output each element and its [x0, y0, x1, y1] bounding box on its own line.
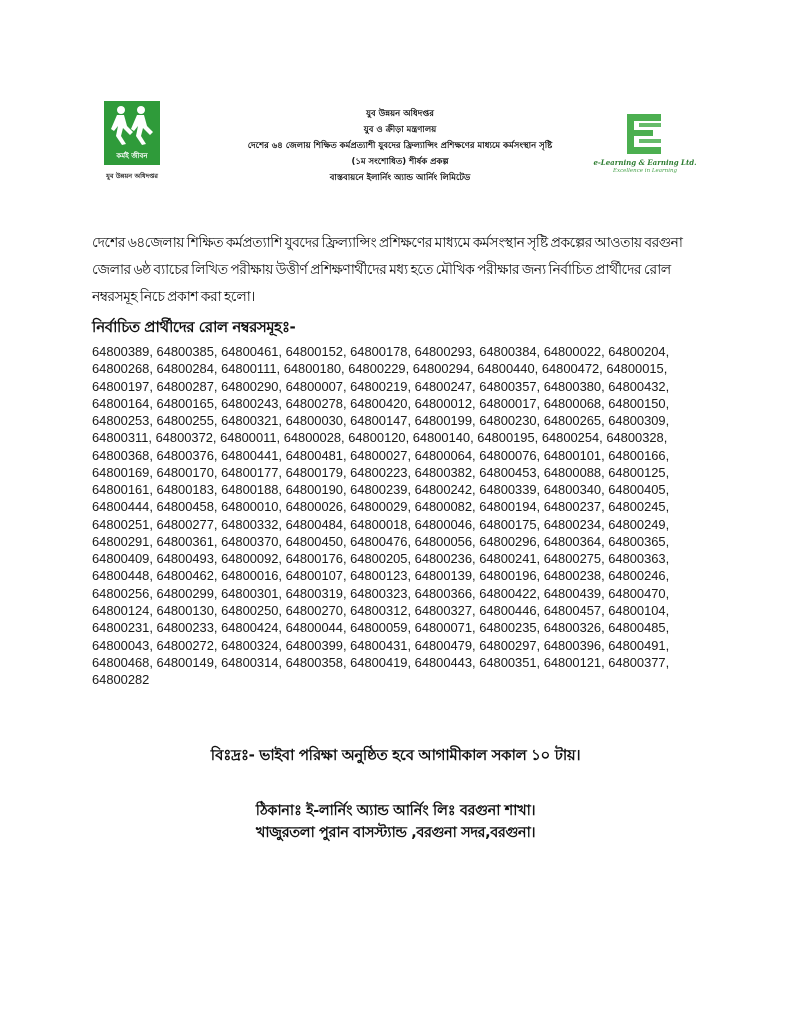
roll-number: 64800028,: [283, 430, 345, 446]
header-line-department: যুব উন্নয়ন অধিদপ্তর: [366, 109, 434, 119]
roll-line: [92, 516, 704, 533]
roll-number: 64800294,: [412, 361, 474, 377]
roll-number: 64800233,: [156, 620, 218, 636]
roll-number: 64800484,: [285, 516, 347, 532]
header-line-project-sub: (১ম সংশোধিত) শীর্ষক প্রকল্প: [351, 157, 449, 167]
roll-number: 64800011,: [220, 430, 281, 446]
roll-number: 64800385,: [156, 344, 218, 359]
roll-number: 64800043,: [92, 637, 153, 653]
roll-line: [92, 481, 704, 498]
left-logo-name: কর্মই জীবন: [116, 152, 148, 160]
ee-monogram-icon: [623, 112, 667, 156]
roll-number: 64800351,: [479, 654, 541, 670]
roll-number: 64800107,: [285, 568, 347, 584]
roll-number: 64800311,: [92, 430, 152, 446]
roll-number: 64800468,: [92, 654, 153, 670]
roll-number: 64800044,: [285, 620, 347, 636]
roll-number: 64800485,: [608, 620, 670, 636]
roll-number: 64800026,: [285, 499, 347, 515]
roll-number: 64800150,: [608, 395, 670, 411]
roll-number: 64800229,: [348, 361, 410, 377]
right-logo-tagline: Excellence in Learning: [612, 168, 678, 174]
roll-line: [92, 671, 704, 688]
address-line-branch: ঠিকানাঃ ই-লার্নিং অ্যান্ড আর্নিং লিঃ বরগুনা শাখা।: [255, 803, 536, 819]
roll-number: 64800199,: [414, 413, 476, 429]
roll-number: 64800124,: [92, 602, 153, 618]
roll-number: 64800312,: [350, 602, 412, 618]
header-line-ministry: যুব ও ক্রীড়া মন্ত্রণালয়: [363, 125, 437, 135]
roll-number: 64800432,: [608, 378, 670, 394]
roll-number: 64800125,: [608, 464, 670, 480]
roll-number: 64800130,: [156, 602, 218, 618]
roll-number: 64800291,: [92, 533, 153, 549]
roll-number: 64800297,: [479, 637, 541, 653]
roll-list-heading: নির্বাচিত প্রার্থীদের রোল নম্বরসমূহঃ-: [92, 318, 296, 336]
roll-line: [92, 637, 704, 654]
roll-number: 64800238,: [543, 568, 605, 584]
roll-number: 64800309,: [608, 413, 670, 429]
roll-number: 64800242,: [414, 482, 476, 498]
roll-number: 64800324,: [221, 637, 282, 653]
roll-number: 64800121,: [543, 654, 605, 670]
roll-number: 64800139,: [414, 568, 476, 584]
roll-line: [92, 654, 704, 671]
roll-number: 64800284,: [156, 361, 218, 377]
roll-number: 64800384,: [479, 344, 541, 359]
roll-number: 64800358,: [285, 654, 347, 670]
roll-number: 64800180,: [283, 361, 345, 377]
elearning-earning-logo: [590, 112, 700, 174]
roll-line: [92, 602, 704, 619]
roll-number: 64800176,: [285, 551, 347, 567]
roll-number: 64800389,: [92, 344, 153, 359]
roll-number: 64800457,: [543, 602, 605, 618]
roll-number: 64800278,: [285, 395, 347, 411]
roll-line: [92, 447, 704, 464]
roll-number: 64800290,: [221, 378, 282, 394]
roll-number: 64800364,: [543, 533, 605, 549]
roll-number: 64800007,: [285, 378, 347, 394]
roll-number: 64800147,: [350, 413, 412, 429]
roll-number: 64800111,: [221, 361, 281, 377]
roll-number: 64800071,: [414, 620, 476, 636]
roll-number: 64800399,: [285, 637, 347, 653]
roll-number: 64800277,: [156, 516, 218, 532]
running-people-icon: [107, 104, 157, 146]
roll-number: 64800068,: [543, 395, 605, 411]
roll-number: 64800088,: [543, 464, 605, 480]
roll-number: 64800010,: [221, 499, 282, 515]
roll-number: 64800194,: [479, 499, 541, 515]
roll-number: 64800255,: [156, 413, 218, 429]
roll-number: 64800205,: [350, 551, 412, 567]
roll-number: 64800326,: [543, 620, 605, 636]
roll-number: 64800361,: [156, 533, 218, 549]
roll-number: 64800446,: [479, 602, 541, 618]
roll-line: [92, 498, 704, 515]
roll-line: [92, 395, 704, 412]
roll-number: 64800366,: [414, 585, 476, 601]
roll-number: 64800092,: [221, 551, 282, 567]
roll-number: 64800328,: [606, 430, 668, 446]
roll-number: 64800236,: [414, 551, 476, 567]
roll-number: 64800183,: [156, 482, 218, 498]
youth-development-logo: [104, 101, 160, 182]
roll-number: 64800270,: [285, 602, 347, 618]
roll-number: 64800064,: [414, 447, 476, 463]
roll-line: [92, 550, 704, 567]
roll-line: [92, 585, 704, 602]
roll-number: 64800327,: [414, 602, 476, 618]
roll-number: 64800439,: [543, 585, 605, 601]
roll-number: 64800396,: [543, 637, 605, 653]
roll-number: 64800265,: [543, 413, 605, 429]
roll-number: 64800493,: [156, 551, 218, 567]
roll-number: 64800339,: [479, 482, 541, 498]
address-block: [0, 800, 791, 844]
roll-number: 64800246,: [608, 568, 670, 584]
roll-number: 64800190,: [285, 482, 347, 498]
roll-number: 64800405,: [608, 482, 670, 498]
roll-number: 64800453,: [479, 464, 541, 480]
roll-line: [92, 619, 704, 636]
roll-number: 64800253,: [92, 413, 153, 429]
roll-number: 64800030,: [285, 413, 347, 429]
roll-number: 64800179,: [285, 464, 347, 480]
roll-number: 64800424,: [221, 620, 282, 636]
roll-number: 64800440,: [477, 361, 539, 377]
header-title-block: [196, 106, 604, 186]
roll-line: [92, 343, 704, 360]
roll-line: [92, 360, 704, 377]
roll-number: 64800239,: [350, 482, 412, 498]
roll-line: [92, 378, 704, 395]
roll-number: 64800017,: [479, 395, 541, 411]
roll-number: 64800101,: [543, 447, 605, 463]
roll-number: 64800382,: [414, 464, 476, 480]
roll-number: 64800268,: [92, 361, 153, 377]
roll-number: 64800164,: [92, 395, 153, 411]
roll-number: 64800340,: [543, 482, 605, 498]
roll-number: 64800022,: [543, 344, 605, 359]
roll-number: 64800241,: [479, 551, 541, 567]
roll-number: 64800197,: [92, 378, 153, 394]
roll-number: 64800015,: [606, 361, 668, 377]
roll-number: 64800368,: [92, 447, 153, 463]
roll-number: 64800491,: [608, 637, 670, 653]
roll-number: 64800018,: [350, 516, 412, 532]
roll-number: 64800204,: [608, 344, 670, 359]
roll-number: 64800195,: [477, 430, 539, 446]
roll-number: 64800059,: [350, 620, 412, 636]
roll-number: 64800272,: [156, 637, 218, 653]
roll-number: 64800169,: [92, 464, 153, 480]
roll-number: 64800363,: [608, 551, 670, 567]
viva-note: বিঃদ্রঃ- ভাইবা পরিক্ষা অনুষ্ঠিত হবে আগামীকাল সকাল ১০ টায়।: [210, 746, 581, 764]
roll-number: 64800219,: [350, 378, 412, 394]
roll-number: 64800422,: [479, 585, 541, 601]
roll-number: 64800029,: [350, 499, 412, 515]
left-logo-caption: যুব উন্নয়ন অধিদপ্তর: [106, 172, 158, 180]
running-figures-emblem: [104, 101, 160, 165]
roll-number: 64800472,: [541, 361, 603, 377]
roll-number: 64800458,: [156, 499, 218, 515]
roll-number: 64800234,: [543, 516, 605, 532]
roll-number: 64800196,: [479, 568, 541, 584]
roll-number: 64800450,: [285, 533, 347, 549]
roll-number: 64800245,: [608, 499, 670, 515]
roll-number: 64800149,: [156, 654, 218, 670]
roll-line: [92, 429, 704, 446]
roll-number: 64800016,: [221, 568, 282, 584]
roll-number: 64800420,: [350, 395, 412, 411]
roll-number: 64800230,: [479, 413, 541, 429]
roll-number: 64800165,: [156, 395, 218, 411]
roll-number: 64800462,: [156, 568, 218, 584]
roll-number: 64800319,: [285, 585, 347, 601]
roll-number: 64800177,: [221, 464, 282, 480]
roll-number: 64800104,: [608, 602, 670, 618]
roll-number: 64800161,: [92, 482, 153, 498]
roll-number: 64800282: [92, 672, 150, 688]
roll-number: 64800448,: [92, 568, 153, 584]
roll-number: 64800409,: [92, 551, 153, 567]
roll-line: [92, 567, 704, 584]
roll-number: 64800082,: [414, 499, 476, 515]
roll-number: 64800444,: [92, 499, 153, 515]
roll-number: 64800223,: [350, 464, 412, 480]
roll-number: 64800046,: [414, 516, 476, 532]
roll-number: 64800479,: [414, 637, 476, 653]
roll-number: 64800299,: [156, 585, 218, 601]
roll-number: 64800178,: [350, 344, 412, 359]
roll-number: 64800175,: [479, 516, 541, 532]
roll-number: 64800380,: [543, 378, 605, 394]
roll-number: 64800431,: [350, 637, 412, 653]
right-logo-name: e-Learning & Earning Ltd.: [593, 158, 697, 167]
roll-number: 64800323,: [350, 585, 412, 601]
roll-line: [92, 464, 704, 481]
roll-number: 64800293,: [414, 344, 476, 359]
roll-number: 64800188,: [221, 482, 282, 498]
roll-line: [92, 412, 704, 429]
roll-number: 64800237,: [543, 499, 605, 515]
roll-number: 64800152,: [285, 344, 347, 359]
roll-number: 64800247,: [414, 378, 476, 394]
roll-number: 64800123,: [350, 568, 412, 584]
roll-number: 64800332,: [221, 516, 282, 532]
header-line-project: দেশের ৬৪ জেলায় শিক্ষিত কর্মপ্রত্যাশী যুবদের ফ্রিল্যান্সিং প্রশিক্ষণের মাধ্যমে কর্মসংস্থান সৃষ্টি: [247, 141, 553, 151]
roll-number: 64800243,: [221, 395, 282, 411]
roll-number: 64800470,: [608, 585, 670, 601]
roll-number: 64800372,: [155, 430, 217, 446]
roll-number: 64800377,: [608, 654, 670, 670]
roll-number: 64800321,: [221, 413, 282, 429]
roll-number: 64800140,: [412, 430, 474, 446]
address-line-location: খাজুরতলা পুরান বাসস্ট্যান্ড ,বরগুনা সদর,বরগুনা।: [255, 825, 536, 841]
roll-number: 64800441,: [221, 447, 282, 463]
roll-number-list: [92, 343, 704, 688]
roll-number: 64800314,: [221, 654, 282, 670]
roll-number: 64800251,: [92, 516, 153, 532]
roll-number: 64800120,: [348, 430, 410, 446]
roll-number: 64800301,: [221, 585, 282, 601]
roll-number: 64800250,: [221, 602, 282, 618]
roll-number: 64800481,: [285, 447, 347, 463]
roll-number: 64800235,: [479, 620, 541, 636]
roll-number: 64800357,: [479, 378, 541, 394]
roll-number: 64800275,: [543, 551, 605, 567]
roll-number: 64800027,: [350, 447, 412, 463]
roll-number: 64800056,: [414, 533, 476, 549]
roll-number: 64800476,: [350, 533, 412, 549]
roll-number: 64800166,: [608, 447, 670, 463]
roll-number: 64800419,: [350, 654, 412, 670]
roll-number: 64800256,: [92, 585, 153, 601]
roll-number: 64800249,: [608, 516, 670, 532]
roll-number: 64800254,: [541, 430, 603, 446]
roll-number: 64800231,: [92, 620, 153, 636]
roll-number: 64800287,: [156, 378, 218, 394]
roll-number: 64800296,: [479, 533, 541, 549]
intro-paragraph: দেশের ৬৪জেলায় শিক্ষিত কর্মপ্রত্যাশি যুবদের ফ্রিল্যান্সিং প্রশিক্ষণের মাধ্যমে কর্মসংস্থান সৃষ্টি প্রকল্পের আওতায় বরগুনা জেলার ৬ষ্ঠ ব্যাচের লিখিত পরীক্ষায় উত্তীর্ণ প্রশিক্ষণার্থীদের মধ্য হতে মৌখিক পরীক্ষার জন্য নির্বাচিত প্রার্থীদের রোল নম্বরসমূহ নিচে প্রকাশ করা হলো।: [92, 235, 683, 305]
roll-number: 64800376,: [156, 447, 218, 463]
roll-line: [92, 533, 704, 550]
roll-number: 64800365,: [608, 533, 670, 549]
roll-number: 64800076,: [479, 447, 541, 463]
roll-number: 64800012,: [414, 395, 476, 411]
roll-number: 64800170,: [156, 464, 218, 480]
header-line-implementer: বাস্তবায়নে ইলার্নিং অ্যান্ড আর্নিং লিমিটেড: [329, 173, 471, 183]
roll-number: 64800443,: [414, 654, 476, 670]
roll-number: 64800461,: [221, 344, 282, 359]
roll-number: 64800370,: [221, 533, 282, 549]
